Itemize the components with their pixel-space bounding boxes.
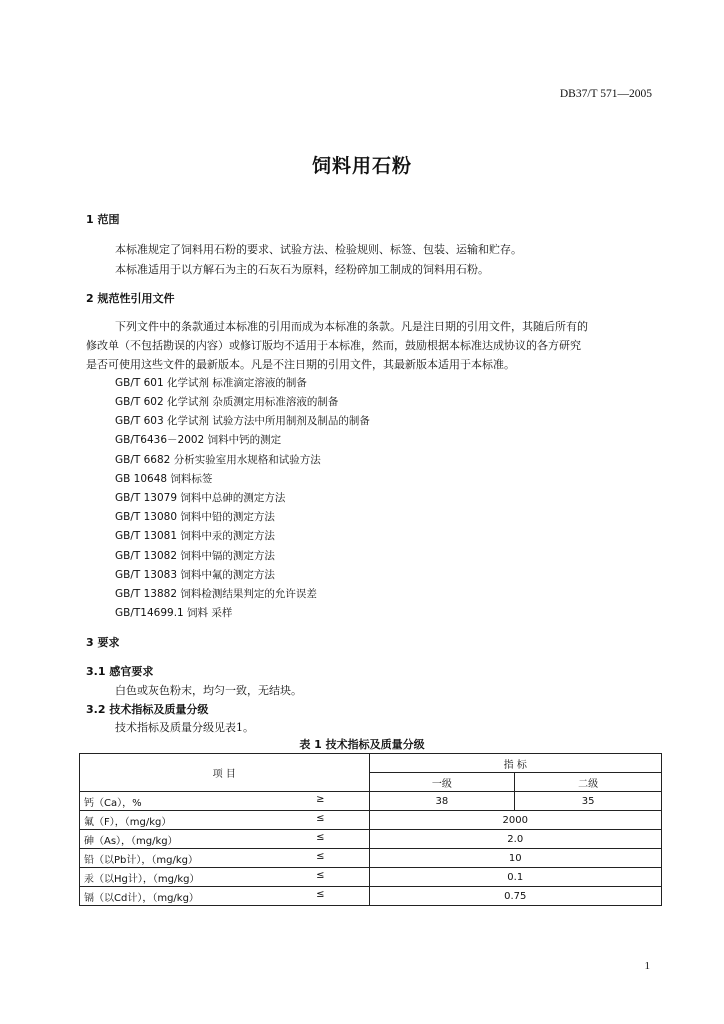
section-3-2-text: 技术指标及质量分级见表1。 — [115, 721, 254, 734]
reference-item: GB/T 13081 饲料中汞的测定方法 — [115, 530, 275, 542]
row-comparison-operator: ≤ — [316, 812, 325, 824]
section-2-intro-line-1: 下列文件中的条款通过本标准的引用而成为本标准的条款。凡是注日期的引用文件，其随后所有的 — [115, 320, 588, 333]
section-3-2-heading: 3.2 技术指标及质量分级 — [86, 703, 209, 716]
row-value: 0.1 — [369, 868, 661, 887]
table-header-index: 指 标 — [369, 754, 661, 773]
reference-item: GB/T 602 化学试剂 杂质测定用标准溶液的制备 — [115, 396, 339, 408]
table-row — [80, 830, 662, 849]
reference-item: GB/T 13082 饲料中镉的测定方法 — [115, 550, 275, 562]
document-code: DB37/T 571—2005 — [559, 88, 652, 100]
document-title: 饲料用石粉 — [311, 155, 412, 177]
spec-table — [79, 753, 662, 906]
row-item-name: 镉（以Cd计），（mg/kg） — [84, 892, 199, 904]
reference-item: GB/T 13083 饲料中氟的测定方法 — [115, 569, 275, 581]
reference-item: GB/T 601 化学试剂 标准滴定溶液的制备 — [115, 377, 307, 389]
reference-item: GB 10648 饲料标签 — [115, 473, 213, 485]
row-comparison-operator: ≥ — [316, 793, 325, 805]
section-1-paragraph-1: 本标准规定了饲料用石粉的要求、试验方法、检验规则、标签、包装、运输和贮存。 — [115, 243, 522, 256]
row-comparison-operator: ≤ — [316, 869, 325, 881]
table-header-item: 项 目 — [80, 754, 370, 792]
row-value: 0.75 — [369, 887, 661, 906]
section-2-intro-line-3: 是否可使用这些文件的最新版本。凡是不注日期的引用文件，其最新版本适用于本标准。 — [86, 358, 515, 371]
reference-item: GB/T 603 化学试剂 试验方法中所用制剂及制品的制备 — [115, 415, 370, 427]
row-item-name: 铅（以Pb计），（mg/kg） — [84, 854, 198, 866]
row-comparison-operator: ≤ — [316, 888, 325, 900]
section-1-heading: 1 范围 — [86, 213, 120, 226]
reference-item: GB/T14699.1 饲料 采样 — [115, 607, 233, 619]
row-grade-1-value: 38 — [369, 792, 515, 811]
reference-item: GB/T6436－2002 饲料中钙的测定 — [115, 434, 282, 446]
table-header-grade-2: 二级 — [515, 773, 662, 792]
row-value: 2.0 — [369, 830, 661, 849]
row-value: 2000 — [369, 811, 661, 830]
row-item-name: 氟（F），（mg/kg） — [84, 816, 172, 828]
section-3-1-heading: 3.1 感官要求 — [86, 665, 154, 678]
table-header-grade-1: 一级 — [369, 773, 515, 792]
section-1-paragraph-2: 本标准适用于以方解石为主的石灰石为原料，经粉碎加工制成的饲料用石粉。 — [115, 263, 489, 276]
table-row — [80, 811, 662, 830]
row-comparison-operator: ≤ — [316, 831, 325, 843]
section-2-intro-line-2: 修改单（不包括勘误的内容）或修订版均不适用于本标准，然而，鼓励根据本标准达成协议的各方研究 — [86, 339, 581, 352]
table-row — [80, 792, 662, 811]
reference-item: GB/T 13079 饲料中总砷的测定方法 — [115, 492, 286, 504]
reference-item: GB/T 13080 饲料中铅的测定方法 — [115, 511, 275, 523]
section-3-1-text: 白色或灰色粉末，均匀一致，无结块。 — [115, 684, 302, 697]
reference-item: GB/T 6682 分析实验室用水规格和试验方法 — [115, 454, 321, 466]
row-item-name: 砷（As），（mg/kg） — [84, 835, 178, 847]
row-comparison-operator: ≤ — [316, 850, 325, 862]
table-row — [80, 849, 662, 868]
section-2-heading: 2 规范性引用文件 — [86, 292, 175, 305]
table-row — [80, 868, 662, 887]
row-value: 10 — [369, 849, 661, 868]
table-caption: 表 1 技术指标及质量分级 — [299, 738, 425, 751]
page-number: 1 — [644, 960, 650, 972]
row-item-name: 汞（以Hg计），（mg/kg） — [84, 873, 200, 885]
section-3-heading: 3 要求 — [86, 636, 120, 649]
table-row — [80, 887, 662, 906]
reference-item: GB/T 13882 饲料检测结果判定的允许误差 — [115, 588, 317, 600]
row-grade-2-value: 35 — [515, 792, 662, 811]
row-item-name: 钙（Ca），% — [84, 797, 142, 809]
